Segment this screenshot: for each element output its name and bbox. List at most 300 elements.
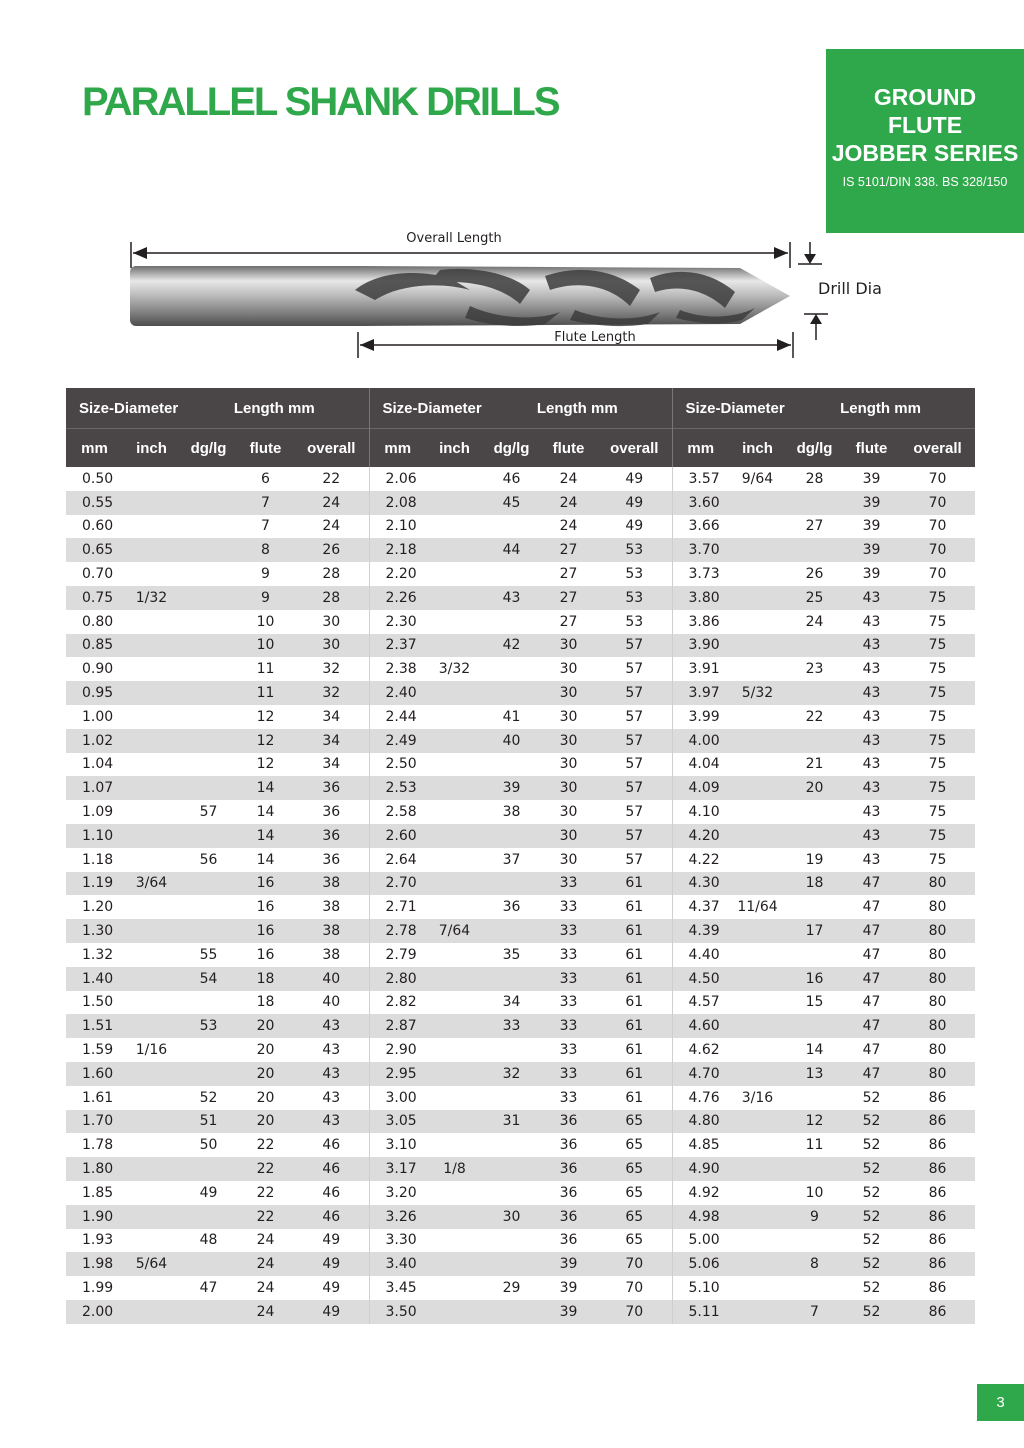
cell-inch	[123, 1014, 180, 1038]
cell-overall: 43	[322, 1042, 341, 1059]
drill-shank	[130, 266, 370, 326]
cell-overall: 53	[625, 566, 644, 583]
cell-overall: 38	[322, 946, 341, 963]
cell-dg-lg: 44	[483, 538, 540, 562]
cell-mm: 1.80	[66, 1157, 123, 1181]
table-row	[66, 634, 975, 658]
cell-dg-lg: 50	[199, 1137, 218, 1154]
cell-inch	[426, 538, 483, 562]
cell-flute: 20	[237, 1014, 294, 1038]
cell-flute: 52	[862, 1137, 881, 1154]
cell-overall: 61	[597, 967, 672, 991]
standard-reference: IS 5101/DIN 338. BS 328/150	[842, 175, 1008, 189]
cell-flute: 27	[559, 566, 578, 583]
drill-dia-label: Drill Dia	[818, 279, 882, 298]
cell-overall: 86	[900, 1157, 975, 1181]
series-line-2: FLUTE	[887, 112, 963, 138]
cell-flute: 30	[540, 729, 597, 753]
cell-mm: 1.02	[66, 729, 123, 753]
series-line-1: GROUND	[873, 84, 977, 110]
cell-dg-lg	[483, 1133, 540, 1157]
cell-inch	[426, 1252, 483, 1276]
cell-dg-lg	[180, 538, 237, 562]
cell-overall: 30	[322, 613, 341, 630]
cell-flute: 16	[256, 899, 275, 916]
table-row	[66, 1181, 975, 1205]
cell-flute: 33	[540, 967, 597, 991]
cell-dg-lg: 46	[502, 470, 521, 487]
cell-inch	[426, 1300, 483, 1324]
cell-overall: 26	[294, 538, 369, 562]
cell-inch	[729, 515, 786, 539]
cell-inch	[426, 872, 483, 896]
cell-mm: 1.59	[82, 1042, 114, 1059]
cell-inch	[729, 1062, 786, 1086]
cell-flute: 43	[862, 756, 881, 773]
table-row	[66, 562, 975, 586]
cell-mm: 2.08	[369, 491, 426, 515]
cell-mm: 2.90	[369, 1038, 426, 1062]
cell-overall: 70	[900, 491, 975, 515]
cell-mm: 1.85	[82, 1184, 114, 1201]
cell-flute: 52	[862, 1232, 881, 1249]
cell-flute: 43	[862, 661, 881, 678]
table-row	[66, 1252, 975, 1276]
cell-dg-lg: 10	[805, 1184, 824, 1201]
cell-overall: 75	[900, 776, 975, 800]
size-diameter-header: Size-Diameter	[672, 388, 786, 429]
cell-dg-lg: 36	[502, 899, 521, 916]
cell-flute: 14	[256, 851, 275, 868]
cell-overall: 61	[625, 946, 644, 963]
cell-mm: 3.73	[672, 562, 729, 586]
cell-inch	[426, 515, 483, 539]
cell-dg-lg: 41	[502, 708, 521, 725]
cell-mm: 4.98	[672, 1205, 729, 1229]
cell-dg-lg	[483, 610, 540, 634]
cell-dg-lg	[180, 657, 237, 681]
cell-mm: 1.70	[66, 1110, 123, 1134]
page-title: PARALLEL SHANK DRILLS	[82, 80, 559, 124]
cell-mm: 0.90	[82, 661, 114, 678]
cell-flute: 7	[237, 491, 294, 515]
cell-overall: 86	[928, 1089, 947, 1106]
cell-inch	[426, 1205, 483, 1229]
cell-overall: 70	[625, 1279, 644, 1296]
cell-dg-lg	[483, 1252, 540, 1276]
col-mm-header: mm	[672, 429, 729, 468]
cell-dg-lg	[180, 1205, 237, 1229]
col-mm-header: mm	[369, 429, 426, 468]
cell-flute: 39	[862, 518, 881, 535]
cell-overall: 61	[625, 1089, 644, 1106]
cell-dg-lg	[180, 491, 237, 515]
cell-inch	[426, 705, 483, 729]
cell-mm: 1.20	[82, 899, 114, 916]
cell-dg-lg: 52	[199, 1089, 218, 1106]
cell-overall: 80	[928, 1042, 947, 1059]
cell-dg-lg: 21	[805, 756, 824, 773]
cell-flute: 24	[540, 491, 597, 515]
cell-inch	[123, 515, 180, 539]
cell-inch	[729, 1181, 786, 1205]
cell-mm: 3.20	[369, 1181, 426, 1205]
cell-mm: 3.90	[672, 634, 729, 658]
cell-overall: 80	[900, 1014, 975, 1038]
cell-dg-lg: 29	[502, 1279, 521, 1296]
cell-dg-lg	[483, 872, 540, 896]
cell-mm: 2.64	[369, 848, 426, 872]
cell-overall: 57	[597, 776, 672, 800]
cell-overall: 49	[294, 1300, 369, 1324]
cell-mm: 4.22	[672, 848, 729, 872]
cell-dg-lg: 26	[805, 566, 824, 583]
cell-flute: 43	[843, 681, 900, 705]
cell-mm: 1.90	[66, 1205, 123, 1229]
cell-inch	[123, 681, 180, 705]
cell-dg-lg	[483, 657, 540, 681]
cell-inch	[729, 1157, 786, 1181]
length-header: Length mm	[483, 388, 672, 429]
cell-mm: 1.50	[82, 994, 114, 1011]
flute-length-label: Flute Length	[554, 330, 636, 345]
cell-mm: 3.70	[672, 538, 729, 562]
cell-flute: 39	[540, 1300, 597, 1324]
cell-inch	[729, 1276, 786, 1300]
table-row	[66, 515, 975, 539]
cell-overall: 57	[625, 708, 644, 725]
cell-flute: 18	[256, 994, 275, 1011]
cell-inch	[426, 610, 483, 634]
cell-inch	[426, 1181, 483, 1205]
cell-overall: 80	[928, 899, 947, 916]
cell-inch	[123, 1133, 180, 1157]
cell-inch	[123, 800, 180, 824]
cell-dg-lg: 25	[786, 586, 843, 610]
cell-dg-lg	[786, 800, 843, 824]
cell-flute: 39	[540, 1252, 597, 1276]
cell-inch	[123, 1205, 180, 1229]
cell-inch: 1/32	[123, 586, 180, 610]
cell-dg-lg: 20	[786, 776, 843, 800]
cell-overall: 75	[928, 756, 947, 773]
cell-inch	[426, 634, 483, 658]
cell-overall: 86	[900, 1300, 975, 1324]
cell-inch	[729, 634, 786, 658]
page-number: 3	[977, 1384, 1024, 1421]
cell-inch	[123, 634, 180, 658]
series-line-3: JOBBER SERIES	[831, 140, 1019, 166]
cell-dg-lg	[786, 1276, 843, 1300]
cell-dg-lg	[483, 753, 540, 777]
cell-overall: 61	[597, 1062, 672, 1086]
cell-mm: 5.00	[672, 1229, 729, 1253]
cell-overall: 28	[322, 566, 341, 583]
cell-dg-lg	[786, 943, 843, 967]
cell-overall: 57	[597, 729, 672, 753]
cell-mm: 4.30	[672, 872, 729, 896]
overall-length-label: Overall Length	[406, 231, 502, 246]
cell-dg-lg: 9	[786, 1205, 843, 1229]
table-row	[66, 1038, 975, 1062]
cell-mm: 4.62	[672, 1038, 729, 1062]
col-inch-header: inch	[426, 429, 483, 468]
cell-inch	[123, 1181, 180, 1205]
cell-mm: 3.66	[672, 515, 729, 539]
cell-inch	[729, 1252, 786, 1276]
cell-dg-lg: 56	[199, 851, 218, 868]
table-row	[66, 967, 975, 991]
cell-overall: 53	[597, 538, 672, 562]
cell-overall: 61	[625, 1042, 644, 1059]
cell-dg-lg	[483, 824, 540, 848]
cell-mm: 0.75	[66, 586, 123, 610]
cell-overall: 75	[900, 681, 975, 705]
cell-flute: 43	[862, 613, 881, 630]
cell-overall: 40	[322, 994, 341, 1011]
cell-dg-lg	[180, 991, 237, 1015]
cell-flute: 43	[862, 851, 881, 868]
cell-overall: 80	[900, 919, 975, 943]
cell-flute: 36	[559, 1232, 578, 1249]
length-header: Length mm	[180, 388, 369, 429]
cell-flute: 47	[862, 1042, 881, 1059]
cell-mm: 2.53	[369, 776, 426, 800]
cell-inch	[729, 705, 786, 729]
table-row	[66, 1110, 975, 1134]
cell-flute: 43	[843, 776, 900, 800]
cell-flute: 47	[843, 872, 900, 896]
cell-flute: 36	[559, 1184, 578, 1201]
cell-inch	[123, 562, 180, 586]
col-inch-header: inch	[123, 429, 180, 468]
size-diameter-header: Size-Diameter	[369, 388, 483, 429]
cell-flute: 47	[862, 994, 881, 1011]
cell-dg-lg: 8	[786, 1252, 843, 1276]
cell-mm: 3.26	[369, 1205, 426, 1229]
table-row	[66, 1229, 975, 1253]
cell-inch	[123, 1110, 180, 1134]
cell-inch: 7/64	[426, 919, 483, 943]
cell-mm: 2.44	[369, 705, 426, 729]
cell-flute: 30	[540, 681, 597, 705]
cell-mm: 2.26	[369, 586, 426, 610]
cell-inch	[426, 943, 483, 967]
cell-inch	[123, 610, 180, 634]
cell-mm: 1.78	[82, 1137, 114, 1154]
cell-flute: 30	[559, 851, 578, 868]
cell-dg-lg	[180, 1038, 237, 1062]
cell-mm: 4.76	[672, 1086, 729, 1110]
table-row	[66, 1014, 975, 1038]
cell-inch: 5/32	[729, 681, 786, 705]
cell-flute: 43	[843, 824, 900, 848]
cell-overall: 53	[625, 613, 644, 630]
cell-dg-lg	[483, 562, 540, 586]
cell-mm: 4.40	[672, 943, 729, 967]
cell-flute: 47	[843, 1014, 900, 1038]
cell-inch	[123, 1086, 180, 1110]
cell-overall: 57	[625, 756, 644, 773]
cell-inch	[426, 467, 483, 491]
size-diameter-header: Size-Diameter	[66, 388, 180, 429]
col-overall-header: overall	[597, 429, 672, 468]
cell-overall: 86	[900, 1252, 975, 1276]
cell-flute: 30	[540, 824, 597, 848]
cell-flute: 12	[256, 708, 275, 725]
table-row	[66, 895, 975, 919]
cell-mm: 0.60	[82, 518, 114, 535]
cell-dg-lg	[786, 681, 843, 705]
cell-flute: 33	[540, 1014, 597, 1038]
cell-dg-lg	[786, 491, 843, 515]
cell-dg-lg: 11	[805, 1137, 824, 1154]
cell-flute: 18	[237, 967, 294, 991]
table-column-header	[66, 429, 975, 468]
cell-mm: 5.10	[672, 1276, 729, 1300]
cell-dg-lg: 51	[180, 1110, 237, 1134]
table-row	[66, 729, 975, 753]
cell-dg-lg	[180, 729, 237, 753]
cell-inch	[729, 610, 786, 634]
cell-flute: 39	[843, 491, 900, 515]
cell-flute: 22	[237, 1205, 294, 1229]
drill-size-table	[66, 388, 975, 1324]
cell-overall: 40	[294, 967, 369, 991]
cell-overall: 57	[625, 851, 644, 868]
cell-mm: 5.06	[672, 1252, 729, 1276]
cell-dg-lg	[483, 967, 540, 991]
cell-mm: 3.30	[369, 1229, 426, 1253]
cell-overall: 61	[597, 1014, 672, 1038]
cell-overall: 46	[294, 1205, 369, 1229]
cell-mm: 2.79	[369, 943, 426, 967]
cell-dg-lg	[180, 586, 237, 610]
cell-inch	[426, 824, 483, 848]
cell-mm: 4.04	[672, 753, 729, 777]
cell-overall: 24	[322, 518, 341, 535]
cell-mm: 4.70	[672, 1062, 729, 1086]
cell-flute: 33	[540, 919, 597, 943]
cell-inch	[123, 753, 180, 777]
cell-flute: 33	[540, 1062, 597, 1086]
cell-inch	[729, 1014, 786, 1038]
cell-mm: 1.60	[66, 1062, 123, 1086]
table-row	[66, 991, 975, 1015]
cell-flute: 52	[843, 1157, 900, 1181]
cell-mm: 3.45	[369, 1276, 426, 1300]
cell-dg-lg: 38	[502, 804, 521, 821]
cell-dg-lg: 12	[786, 1110, 843, 1134]
cell-flute: 52	[862, 1089, 881, 1106]
cell-mm: 2.80	[369, 967, 426, 991]
table-row	[66, 1300, 975, 1324]
cell-flute: 30	[559, 804, 578, 821]
cell-overall: 61	[597, 919, 672, 943]
cell-dg-lg: 42	[483, 634, 540, 658]
cell-mm: 1.00	[82, 708, 114, 725]
cell-dg-lg: 15	[805, 994, 824, 1011]
cell-overall: 57	[625, 661, 644, 678]
cell-mm: 2.10	[369, 515, 426, 539]
cell-inch	[729, 491, 786, 515]
cell-inch	[426, 1062, 483, 1086]
cell-overall: 30	[294, 634, 369, 658]
cell-dg-lg	[483, 1181, 540, 1205]
cell-overall: 61	[625, 899, 644, 916]
cell-mm: 2.18	[369, 538, 426, 562]
cell-inch	[123, 919, 180, 943]
cell-flute: 30	[559, 661, 578, 678]
col-flute-header: flute	[843, 429, 900, 468]
col-overall-header: overall	[294, 429, 369, 468]
cell-flute: 33	[559, 994, 578, 1011]
cell-overall: 28	[294, 586, 369, 610]
cell-mm: 2.49	[369, 729, 426, 753]
col-dg-lg-header: dg/lg	[180, 429, 237, 468]
cell-flute: 47	[862, 946, 881, 963]
cell-overall: 75	[900, 634, 975, 658]
cell-dg-lg: 37	[502, 851, 521, 868]
cell-flute: 24	[559, 470, 578, 487]
cell-flute: 24	[237, 1300, 294, 1324]
cell-flute: 22	[256, 1184, 275, 1201]
cell-mm: 5.11	[672, 1300, 729, 1324]
cell-mm: 2.87	[369, 1014, 426, 1038]
cell-overall: 65	[625, 1232, 644, 1249]
table-row	[66, 1157, 975, 1181]
cell-overall: 57	[597, 681, 672, 705]
cell-overall: 57	[625, 804, 644, 821]
cell-mm: 2.40	[369, 681, 426, 705]
cell-overall: 53	[597, 586, 672, 610]
cell-overall: 80	[900, 872, 975, 896]
cell-overall: 75	[928, 851, 947, 868]
col-flute-header: flute	[237, 429, 294, 468]
table-row	[66, 657, 975, 681]
cell-mm: 2.00	[66, 1300, 123, 1324]
cell-flute: 30	[540, 634, 597, 658]
cell-overall: 65	[597, 1205, 672, 1229]
cell-mm: 3.10	[369, 1133, 426, 1157]
cell-overall: 57	[597, 634, 672, 658]
cell-inch	[729, 1110, 786, 1134]
cell-inch	[426, 586, 483, 610]
cell-inch	[123, 991, 180, 1015]
cell-inch	[729, 586, 786, 610]
cell-mm: 4.39	[672, 919, 729, 943]
cell-mm: 3.40	[369, 1252, 426, 1276]
cell-dg-lg: 17	[786, 919, 843, 943]
cell-flute: 39	[843, 538, 900, 562]
cell-mm: 4.92	[672, 1181, 729, 1205]
cell-mm: 2.71	[369, 895, 426, 919]
cell-overall: 86	[928, 1232, 947, 1249]
table-row	[66, 681, 975, 705]
cell-mm: 1.07	[66, 776, 123, 800]
cell-inch	[729, 919, 786, 943]
cell-mm: 1.09	[82, 804, 114, 821]
cell-dg-lg: 57	[199, 804, 218, 821]
table-row	[66, 491, 975, 515]
cell-dg-lg	[786, 1157, 843, 1181]
cell-inch	[426, 1133, 483, 1157]
cell-dg-lg: 43	[483, 586, 540, 610]
cell-mm: 3.57	[672, 467, 729, 491]
cell-dg-lg	[483, 681, 540, 705]
cell-flute: 24	[559, 518, 578, 535]
cell-inch: 5/64	[123, 1252, 180, 1276]
